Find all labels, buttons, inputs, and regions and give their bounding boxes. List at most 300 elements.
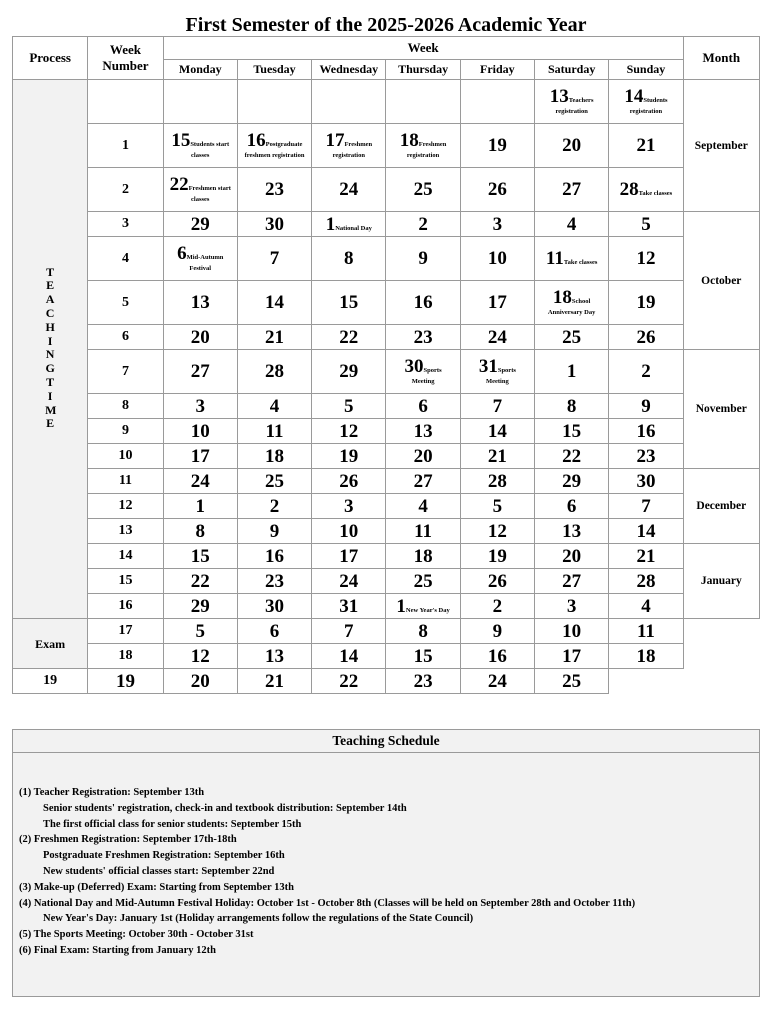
week-row: [13, 350, 760, 394]
day-number: 1: [325, 213, 336, 235]
day-cell: [609, 519, 683, 544]
day-cell: [386, 444, 460, 469]
week-row: [13, 394, 760, 419]
day-number: 27: [562, 179, 582, 200]
day-cell: [535, 619, 609, 644]
week-number: 12: [88, 494, 163, 519]
day-number: 13: [413, 420, 433, 442]
day-cell: [312, 519, 386, 544]
schedule-note: New Year's Day: January 1st (Holiday arrangements follow the regulations of the State Council): [43, 913, 474, 925]
day-cell: [535, 544, 609, 569]
day-number: 18: [265, 445, 285, 467]
day-number: 10: [339, 520, 359, 542]
schedule-note: (1) Teacher Registration: September 13th: [19, 787, 205, 798]
day-cell: [535, 80, 609, 124]
header-saturday: Saturday: [535, 60, 609, 80]
day-cell: [88, 669, 163, 694]
day-note: Students: [643, 97, 668, 105]
day-number: 5: [344, 395, 354, 417]
week-number: 4: [88, 237, 163, 281]
day-number: 8: [344, 248, 354, 269]
day-cell: [535, 569, 609, 594]
day-cell: [386, 325, 460, 350]
day-cell: [237, 569, 311, 594]
day-cell: [386, 350, 460, 394]
day-cell: [460, 124, 534, 168]
day-number: 26: [487, 570, 507, 592]
teaching-schedule-notes: [19, 785, 635, 959]
week-row: [13, 544, 760, 569]
day-number: 31: [339, 595, 359, 617]
day-number: 4: [641, 595, 651, 617]
week-number: 3: [88, 212, 163, 237]
day-cell: [460, 619, 534, 644]
day-cell: [535, 325, 609, 350]
day-cell: [237, 444, 311, 469]
day-number: 27: [562, 570, 582, 592]
day-cell: [535, 350, 609, 394]
day-note-line2: registration: [332, 152, 365, 160]
calendar-body: [13, 37, 760, 694]
day-number: 26: [339, 470, 359, 492]
day-cell: [609, 594, 683, 619]
month-november: November: [683, 350, 759, 469]
day-cell: [312, 469, 386, 494]
day-number: 24: [339, 570, 359, 592]
day-number: 23: [413, 670, 433, 692]
day-cell: [535, 669, 609, 694]
week-number: 19: [13, 669, 88, 694]
day-number: 11: [636, 620, 655, 642]
day-number: 29: [190, 595, 210, 617]
day-number: 19: [487, 545, 507, 567]
schedule-note: (4) National Day and Mid-Autumn Festival Holiday: October 1st - October 8th (Classes will be held on September 28th and October 11th): [19, 897, 636, 909]
day-cell: [386, 544, 460, 569]
day-number: 16: [487, 645, 507, 667]
day-cell: [460, 237, 534, 281]
header-thursday: Thursday: [386, 60, 460, 80]
week-number: 11: [88, 469, 163, 494]
day-number: 19: [115, 670, 135, 692]
day-cell: [609, 419, 683, 444]
week-row: [13, 168, 760, 212]
day-number: 30: [265, 595, 285, 617]
day-number: 8: [418, 620, 428, 642]
day-cell: [237, 644, 311, 669]
day-number: 19: [636, 292, 656, 313]
day-cell: [163, 644, 237, 669]
day-cell: [460, 594, 534, 619]
day-number: 27: [190, 361, 210, 382]
day-cell: [609, 350, 683, 394]
day-number: 18: [399, 130, 419, 152]
day-number: 18: [413, 545, 433, 567]
day-number: 20: [562, 135, 582, 156]
day-cell: [609, 237, 683, 281]
day-cell: [460, 569, 534, 594]
day-number: 15: [339, 292, 359, 313]
day-cell: [312, 544, 386, 569]
day-number: 22: [169, 174, 189, 196]
process-teaching-label: T E A C H I N G T I M E: [45, 264, 57, 431]
month-december: December: [683, 469, 759, 544]
day-cell: [312, 669, 386, 694]
day-number: 22: [562, 445, 582, 467]
day-number: 7: [269, 248, 280, 269]
day-number: 25: [413, 179, 433, 200]
day-note: Sports: [423, 367, 442, 375]
day-cell: [386, 569, 460, 594]
day-number: 3: [195, 395, 205, 417]
week-row: [13, 594, 760, 619]
week-number: 2: [88, 168, 163, 212]
day-number: 22: [339, 326, 359, 348]
day-note: Postgraduate: [265, 141, 303, 149]
week-row: [13, 281, 760, 325]
week-number: 5: [88, 281, 163, 325]
day-number: 10: [487, 248, 507, 269]
day-note: Mid-Autumn: [186, 254, 224, 262]
day-cell: [312, 569, 386, 594]
day-number: 2: [641, 361, 651, 382]
day-number: 2: [492, 595, 503, 617]
day-number: 20: [190, 670, 210, 692]
day-cell: [163, 80, 237, 124]
day-cell: [312, 325, 386, 350]
day-number: 26: [636, 326, 656, 348]
day-cell: [535, 519, 609, 544]
day-number: 13: [190, 292, 210, 313]
day-number: 13: [265, 645, 285, 667]
week-row: [13, 494, 760, 519]
day-cell: [535, 168, 609, 212]
day-cell: [386, 124, 460, 168]
day-number: 6: [177, 243, 187, 265]
day-number: 9: [418, 248, 428, 269]
week-number: 9: [88, 419, 163, 444]
day-number: 28: [487, 470, 507, 492]
day-cell: [386, 494, 460, 519]
day-cell: [460, 394, 534, 419]
day-number: 15: [171, 130, 191, 152]
day-cell: [237, 469, 311, 494]
day-cell: [163, 325, 237, 350]
week-row: [13, 569, 760, 594]
week-number: 1: [88, 124, 163, 168]
day-cell: [237, 350, 311, 394]
day-number: 10: [190, 420, 210, 442]
day-number: 28: [636, 570, 656, 592]
schedule-note: (2) Freshmen Registration: September 17th-18th: [19, 834, 237, 846]
day-note: Take classes: [563, 259, 598, 266]
day-cell: [237, 494, 311, 519]
day-cell: [312, 281, 386, 325]
day-cell: [386, 281, 460, 325]
week-number: 6: [88, 325, 163, 350]
day-number: 20: [413, 445, 433, 467]
day-number: 29: [190, 213, 210, 235]
day-cell: [386, 619, 460, 644]
day-cell: [386, 469, 460, 494]
day-cell: [312, 168, 386, 212]
process-exam-label: Exam: [35, 636, 66, 651]
page-title: First Semester of the 2025-2026 Academic Year: [185, 14, 587, 36]
day-cell: [163, 469, 237, 494]
day-cell: [312, 80, 386, 124]
day-note: School: [571, 298, 591, 306]
day-number: 14: [624, 86, 644, 108]
day-cell: [609, 325, 683, 350]
day-cell: [237, 124, 311, 168]
day-cell: [460, 544, 534, 569]
day-cell: [609, 644, 683, 669]
day-number: 11: [545, 248, 564, 269]
day-cell: [163, 569, 237, 594]
day-number: 11: [414, 520, 433, 542]
day-cell: [535, 212, 609, 237]
day-cell: [237, 419, 311, 444]
day-number: 25: [562, 326, 582, 348]
day-number: 3: [492, 213, 503, 235]
day-cell: [237, 519, 311, 544]
day-cell: [609, 619, 683, 644]
day-note: Sports: [497, 367, 516, 375]
day-number: 1: [396, 595, 406, 617]
day-number: 25: [562, 670, 582, 692]
day-number: 24: [190, 470, 210, 492]
day-note: New Year's Day: [405, 606, 450, 614]
header-monday: Monday: [163, 60, 237, 80]
day-cell: [163, 237, 237, 281]
day-cell: [386, 168, 460, 212]
day-cell: [163, 519, 237, 544]
day-number: 16: [246, 130, 266, 152]
week-number: [88, 80, 163, 124]
day-cell: [163, 419, 237, 444]
day-cell: [163, 124, 237, 168]
day-cell: [237, 394, 311, 419]
day-cell: [535, 494, 609, 519]
day-cell: [163, 350, 237, 394]
day-cell: [163, 394, 237, 419]
day-cell: [386, 419, 460, 444]
week-number: 15: [88, 569, 163, 594]
day-cell: [386, 594, 460, 619]
day-cell: [163, 494, 237, 519]
day-cell: [460, 419, 534, 444]
day-number: 26: [487, 179, 507, 200]
day-number: 30: [636, 470, 656, 492]
day-number: 24: [487, 670, 507, 692]
day-cell: [609, 494, 683, 519]
schedule-note: (6) Final Exam: Starting from January 12th: [19, 944, 216, 956]
day-number: 29: [562, 470, 582, 492]
month-january: January: [683, 544, 759, 619]
day-number: 23: [265, 570, 285, 592]
day-note: Freshmen: [344, 141, 373, 149]
day-number: 30: [404, 356, 424, 378]
day-number: 9: [641, 395, 651, 417]
day-number: 29: [339, 361, 359, 382]
day-cell: [535, 594, 609, 619]
day-number: 2: [418, 213, 428, 235]
day-number: 7: [641, 495, 651, 517]
day-number: 31: [478, 356, 498, 378]
day-number: 27: [413, 470, 433, 492]
day-number: 20: [562, 545, 582, 567]
day-number: 15: [562, 420, 582, 442]
week-number: 18: [88, 644, 163, 669]
day-cell: [163, 669, 237, 694]
day-cell: [237, 168, 311, 212]
day-number: 14: [339, 645, 359, 667]
schedule-note: (3) Make-up (Deferred) Exam: Starting from September 13th: [19, 881, 294, 893]
day-cell: [312, 124, 386, 168]
day-cell: [237, 237, 311, 281]
week-row: [13, 80, 760, 124]
day-number: 16: [636, 420, 656, 442]
day-number: 4: [269, 395, 280, 417]
day-cell: [535, 419, 609, 444]
day-cell: [312, 419, 386, 444]
day-number: 17: [562, 645, 582, 667]
process-teaching-time: [13, 80, 88, 619]
day-number: 5: [492, 495, 503, 517]
day-number: 8: [195, 520, 205, 542]
day-cell: [609, 569, 683, 594]
week-row: [13, 644, 760, 669]
day-number: 12: [190, 645, 210, 667]
day-cell: [163, 444, 237, 469]
week-number: 7: [88, 350, 163, 394]
week-number: 8: [88, 394, 163, 419]
day-number: 18: [552, 287, 572, 309]
day-number: 18: [636, 645, 656, 667]
week-number: 16: [88, 594, 163, 619]
day-cell: [163, 212, 237, 237]
day-number: 19: [487, 135, 507, 156]
day-number: 17: [325, 130, 345, 152]
header-friday: Friday: [460, 60, 534, 80]
day-cell: [609, 281, 683, 325]
day-note-line2: Anniversary Day: [547, 309, 596, 317]
day-cell: [535, 124, 609, 168]
day-number: 21: [636, 135, 656, 156]
week-number: 13: [88, 519, 163, 544]
day-number: 3: [344, 495, 354, 517]
month-september: September: [683, 80, 759, 212]
week-row: [13, 237, 760, 281]
schedule-note: Senior students' registration, check-in and textbook distribution: September 14th: [43, 802, 407, 814]
month-october: October: [683, 212, 759, 350]
day-cell: [609, 544, 683, 569]
day-number: 23: [265, 179, 285, 200]
day-cell: [460, 494, 534, 519]
day-cell: [609, 80, 683, 124]
day-note-line2: Meeting: [411, 378, 435, 386]
day-number: 21: [636, 545, 656, 567]
day-cell: [460, 669, 534, 694]
day-number: 24: [487, 326, 507, 348]
day-number: 4: [418, 495, 428, 517]
day-number: 30: [265, 213, 285, 235]
day-note-line2: classes: [191, 196, 210, 204]
day-cell: [386, 237, 460, 281]
week-row: [13, 212, 760, 237]
day-cell: [312, 494, 386, 519]
day-number: 28: [265, 361, 285, 382]
day-number: 4: [566, 213, 577, 235]
day-note: Students start: [190, 141, 230, 149]
day-cell: [237, 544, 311, 569]
day-cell: [535, 237, 609, 281]
day-note-line2: registration: [406, 152, 440, 160]
day-cell: [163, 544, 237, 569]
day-number: 13: [549, 86, 569, 108]
day-cell: [460, 325, 534, 350]
day-number: 13: [562, 520, 582, 542]
header-week: Week: [163, 37, 683, 60]
day-note: Teachers: [568, 97, 594, 105]
day-note-line2: freshmen registration: [244, 152, 305, 160]
day-number: 16: [413, 292, 433, 313]
day-note: Freshmen start: [188, 185, 231, 193]
day-note-line2: Meeting: [485, 378, 509, 386]
day-cell: [237, 325, 311, 350]
day-cell: [312, 644, 386, 669]
day-number: 14: [265, 292, 285, 313]
day-cell: [609, 469, 683, 494]
day-cell: [312, 619, 386, 644]
day-cell: [460, 644, 534, 669]
day-cell: [609, 124, 683, 168]
schedule-note: (5) The Sports Meeting: October 30th - October 31st: [19, 929, 254, 941]
day-number: 20: [190, 326, 210, 348]
day-cell: [535, 644, 609, 669]
day-note: National Day: [335, 224, 372, 232]
day-cell: [312, 212, 386, 237]
day-cell: [609, 212, 683, 237]
day-number: 1: [566, 361, 577, 382]
day-number: 21: [265, 326, 285, 348]
schedule-note: New students' official classes start: September 22nd: [43, 865, 275, 877]
week-row: [13, 444, 760, 469]
day-number: 8: [566, 395, 577, 417]
day-number: 14: [636, 520, 656, 542]
day-note-line2: registration: [555, 108, 588, 116]
week-row: [13, 519, 760, 544]
day-cell: [460, 212, 534, 237]
day-number: 17: [487, 292, 507, 313]
day-cell: [237, 619, 311, 644]
day-number: 6: [566, 495, 577, 517]
week-row: [13, 619, 760, 644]
day-number: 9: [492, 620, 503, 642]
day-number: 28: [619, 179, 639, 200]
day-number: 6: [269, 620, 280, 642]
day-cell: [460, 469, 534, 494]
day-number: 12: [636, 248, 656, 269]
day-cell: [460, 350, 534, 394]
header-month: Month: [683, 37, 759, 80]
day-number: 15: [413, 645, 433, 667]
day-cell: [460, 281, 534, 325]
day-number: 6: [418, 395, 428, 417]
day-cell: [609, 444, 683, 469]
day-number: 7: [492, 395, 503, 417]
day-number: 17: [339, 545, 359, 567]
day-cell: [163, 619, 237, 644]
